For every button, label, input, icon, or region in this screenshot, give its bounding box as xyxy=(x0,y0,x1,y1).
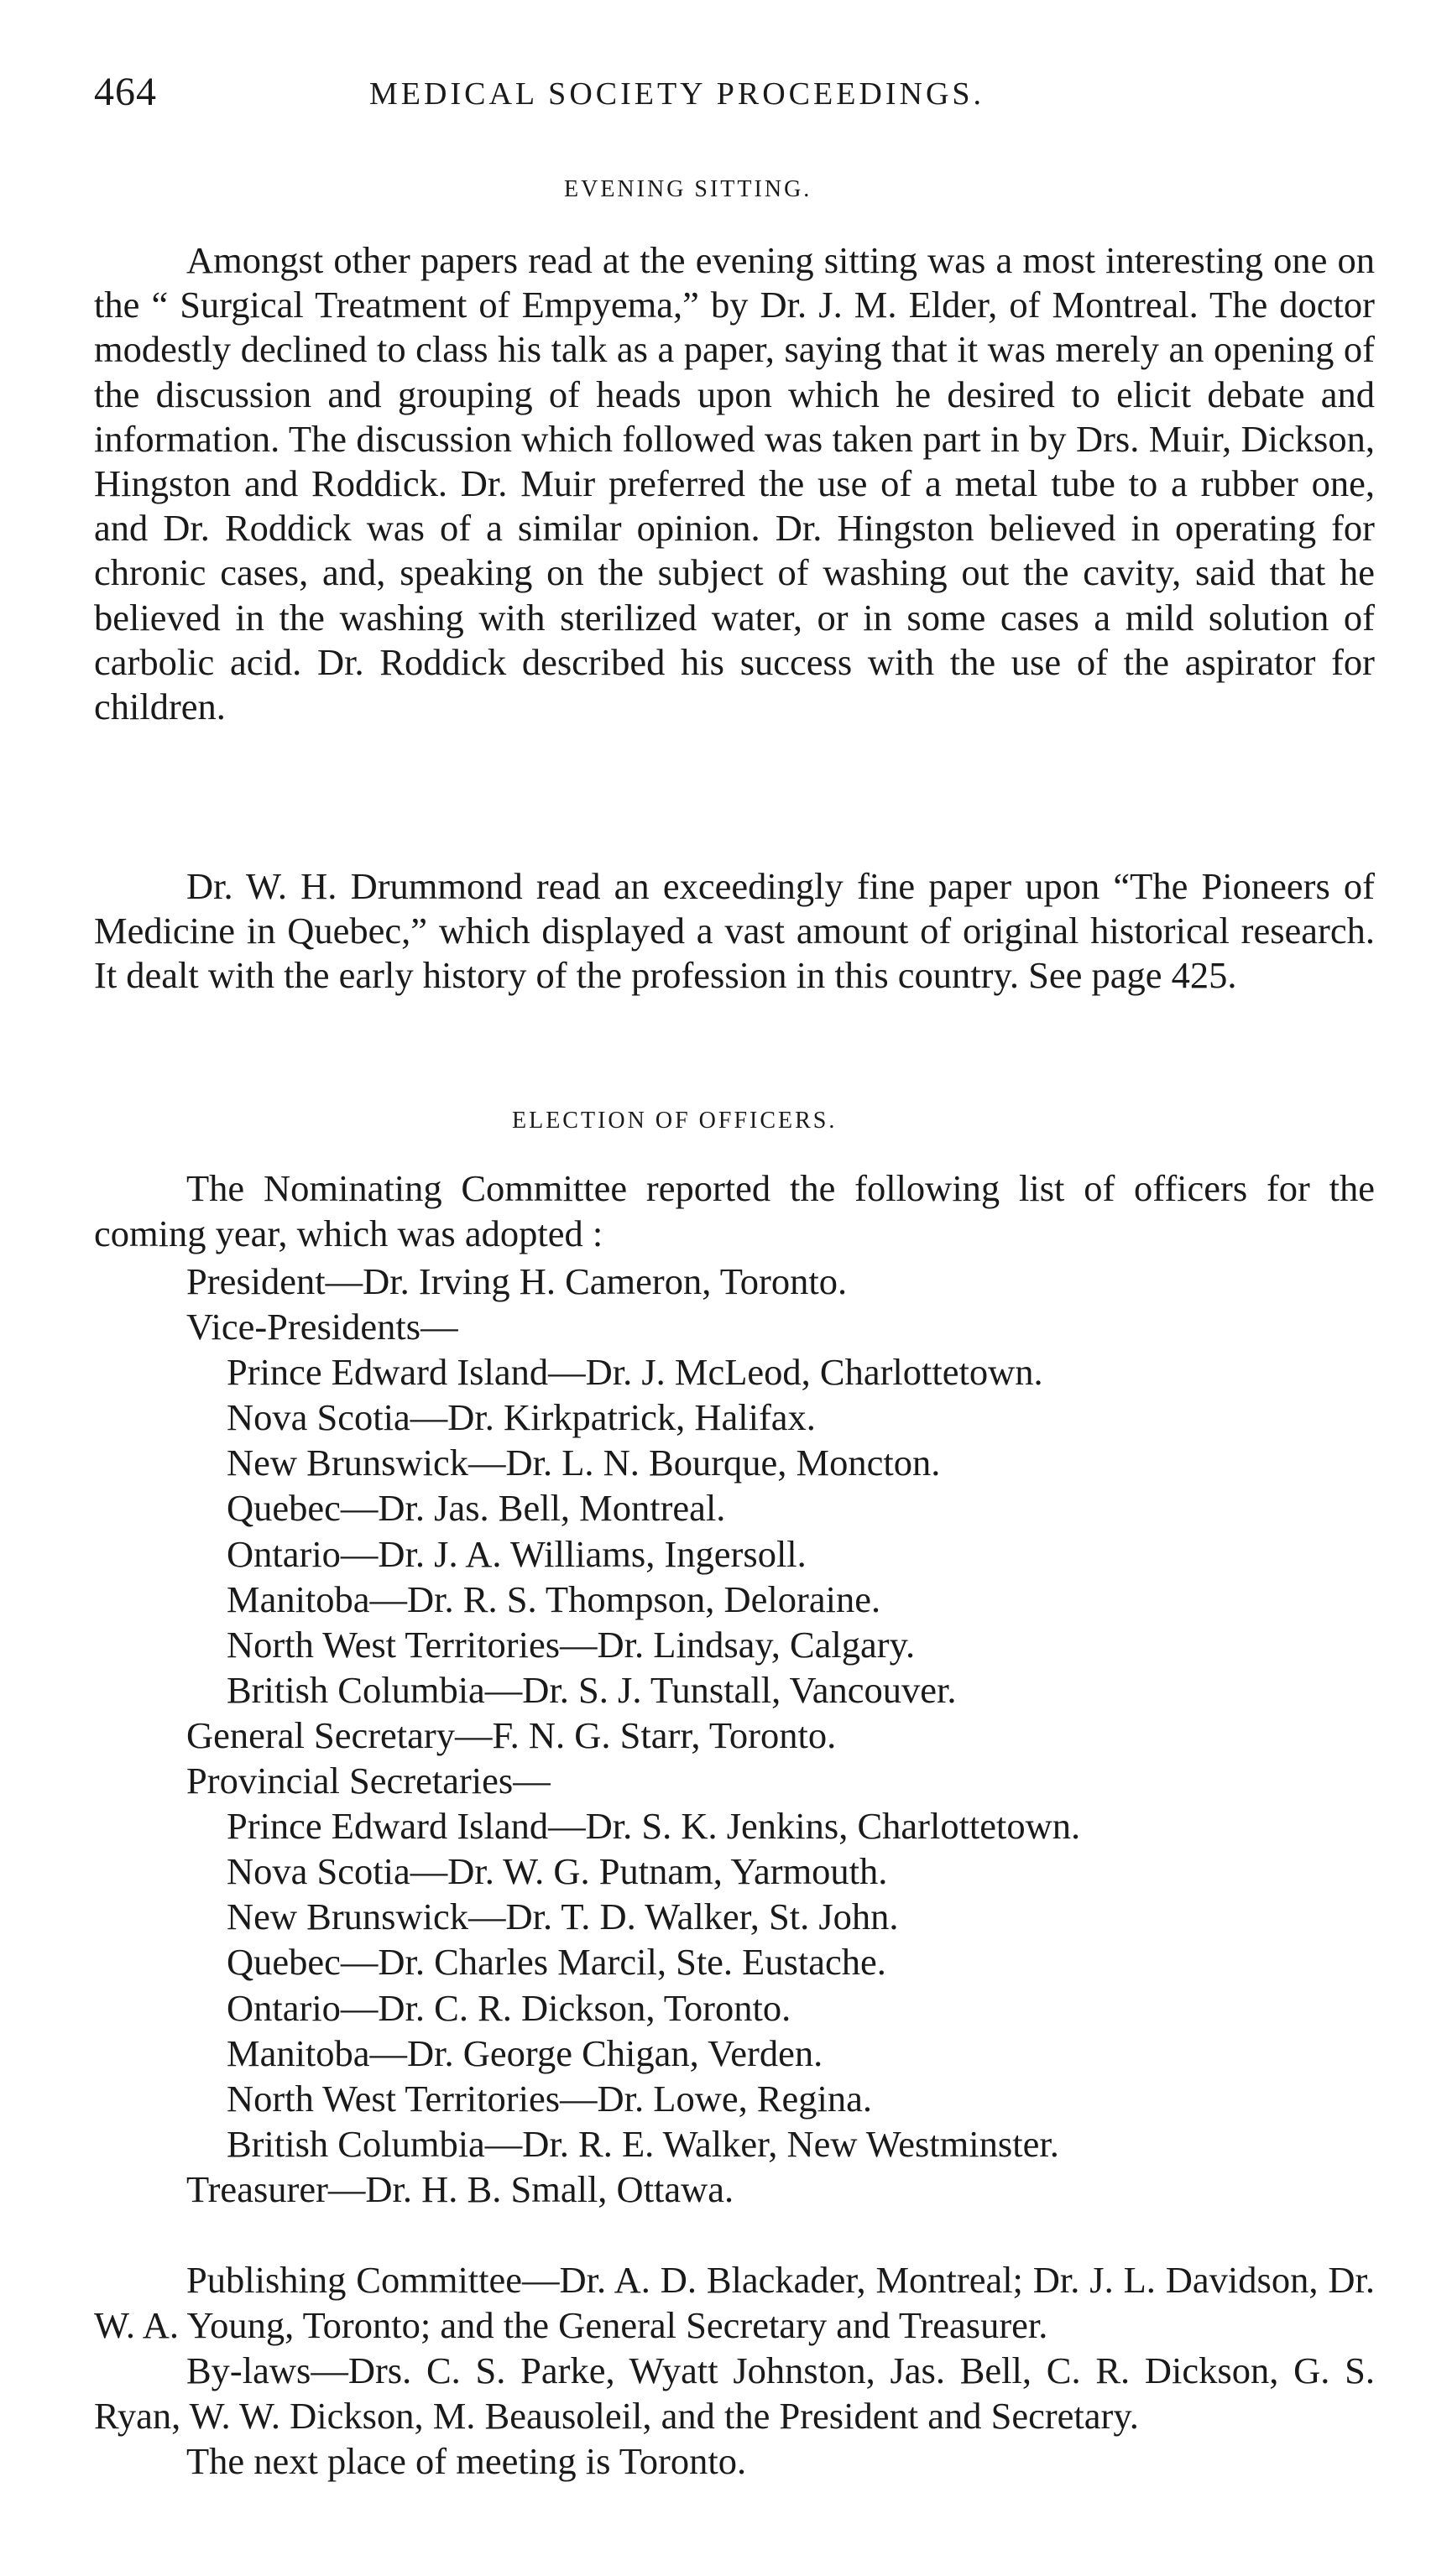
officer-line: North West Territories—Dr. Lindsay, Calgary. xyxy=(227,1623,916,1666)
evening-paragraph-empyema: Amongst other papers read at the evening sitting was a most interesting one on the “ Surgical Treatment of Empyema,” by Dr. J. M. Elder, of Montreal. The doctor modestly declined to class his talk as a paper, saying that it was merely an opening of the discussion and grouping of heads upon which he desired to elicit debate and information. The discussion which followed was taken part in by Drs. Muir, Dickson, Hingston and Roddick. Dr. Muir preferred the use of a metal tube to a rubber one, and Dr. Roddick was of a similar opinion. Dr. Hingston believed in operating for chronic cases, and, speaking on the subject of washing out the cavity, said that he believed in the washing with sterilized water, or in some cases a mild solution of carbolic acid. Dr. Roddick described his success with the use of the aspirator for children. xyxy=(94,239,1375,728)
officer-line: New Brunswick—Dr. L. N. Bourque, Moncton. xyxy=(227,1442,941,1484)
evening-paragraph-drummond: Dr. W. H. Drummond read an exceedingly fine paper upon “The Pioneers of Medicine in Quebec,” which displayed a vast amount of original historical research. It dealt with the early history of the profession in this country. See page 425. xyxy=(94,865,1375,997)
closing-block xyxy=(94,2257,1375,2484)
officer-line: British Columbia—Dr. R. E. Walker, New Westminster. xyxy=(227,2122,1059,2165)
officer-line: Manitoba—Dr. George Chigan, Verden. xyxy=(227,2031,823,2074)
officer-line: General Secretary—F. N. G. Starr, Toronto. xyxy=(186,1713,837,1756)
publishing-committee: Publishing Committee—Dr. A. D. Blackader, Montreal; Dr. J. L. Davidson, Dr. W. A. Young, Toronto; and the General Secretary and Treasurer. xyxy=(94,2259,1375,2346)
officer-line: New Brunswick—Dr. T. D. Walker, St. John. xyxy=(227,1895,899,1938)
next-meeting: The next place of meeting is Toronto. xyxy=(186,2440,747,2482)
officer-line: Manitoba—Dr. R. S. Thompson, Deloraine. xyxy=(227,1577,881,1620)
officer-line: North West Territories—Dr. Lowe, Regina. xyxy=(227,2077,873,2120)
officer-line: Quebec—Dr. Jas. Bell, Montreal. xyxy=(227,1487,726,1530)
officer-line: Provincial Secretaries— xyxy=(186,1760,551,1802)
officer-line: Treasurer—Dr. H. B. Small, Ottawa. xyxy=(186,2167,734,2210)
officer-line: British Columbia—Dr. S. J. Tunstall, Vancouver. xyxy=(227,1668,957,1711)
officer-line: Nova Scotia—Dr. W. G. Putnam, Yarmouth. xyxy=(227,1850,888,1893)
officer-line: Nova Scotia—Dr. Kirkpatrick, Halifax. xyxy=(227,1396,816,1439)
officer-line: Ontario—Dr. C. R. Dickson, Toronto. xyxy=(227,1986,791,2029)
page-number: 464 xyxy=(94,70,157,114)
officer-line: Prince Edward Island—Dr. J. McLeod, Charlottetown. xyxy=(227,1351,1043,1394)
officer-line: Vice-Presidents— xyxy=(186,1306,458,1348)
officer-line: Prince Edward Island—Dr. S. K. Jenkins, Charlottetown. xyxy=(227,1805,1081,1848)
by-laws: By-laws—Drs. C. S. Parke, Wyatt Johnston, Jas. Bell, C. R. Dickson, G. S. Ryan, W. W. Dickson, M. Beausoleil, and the President and Secretary. xyxy=(94,2349,1375,2437)
evening-sitting-heading: EVENING SITTING. xyxy=(564,176,812,202)
officer-list xyxy=(94,1259,1375,2212)
officer-line: Quebec—Dr. Charles Marcil, Ste. Eustache. xyxy=(227,1941,886,1984)
running-head: MEDICAL SOCIETY PROCEEDINGS. xyxy=(369,76,985,112)
nominating-intro: The Nominating Committee reported the following list of officers for the coming year, which was adopted : xyxy=(94,1167,1375,1254)
officer-line: President—Dr. Irving H. Cameron, Toronto. xyxy=(186,1260,848,1302)
election-heading: ELECTION OF OFFICERS. xyxy=(512,1108,838,1134)
officer-line: Ontario—Dr. J. A. Williams, Ingersoll. xyxy=(227,1532,807,1575)
